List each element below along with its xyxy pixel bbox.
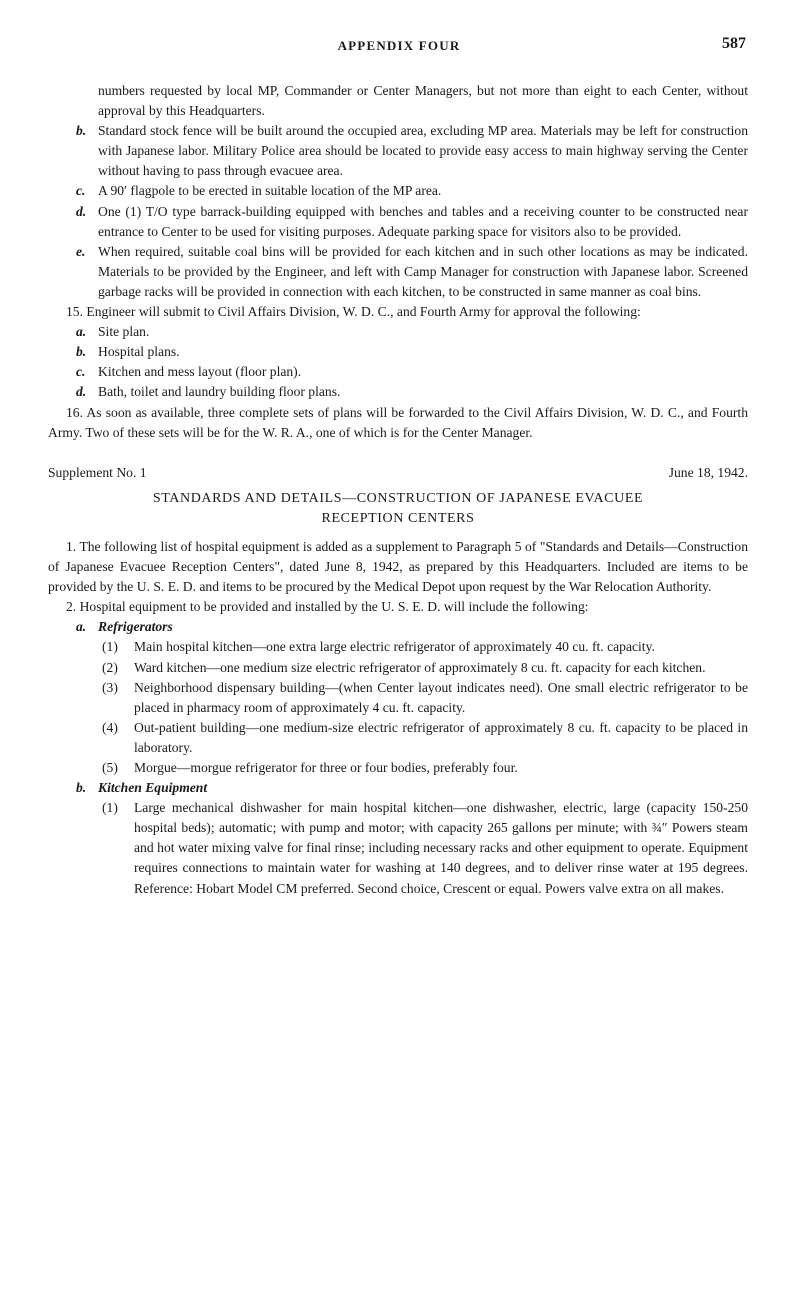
supplement-paragraph-1: 1. The following list of hospital equipment is added as a supplement to Paragraph 5 of "Standards and Details—Construction of Japanese Evacuee Reception Centers", dated June 8, 1942, as prepared by this Headquarters. Included are items to be provided by the U. S. E. D. and items to be procured by the Medical Depot upon request by the War Relocation Authority. xyxy=(48,538,748,595)
list-item xyxy=(48,637,748,657)
list-item xyxy=(48,242,748,302)
subsection-title: Refrigerators xyxy=(98,619,173,635)
list-item xyxy=(48,322,748,342)
item-text: Main hospital kitchen—one extra large electric refrigerator of approximately 40 cu. ft. capacity. xyxy=(134,639,655,655)
item-text: Bath, toilet and laundry building floor plans. xyxy=(98,384,341,400)
subsection-label: b. xyxy=(76,780,87,796)
subsection-heading-b xyxy=(48,778,748,798)
list-item xyxy=(48,798,748,898)
item-label: a. xyxy=(76,324,87,340)
item-label: c. xyxy=(76,364,86,380)
supplement-label: Supplement No. 1 xyxy=(48,464,147,480)
list-item xyxy=(48,678,748,718)
running-head: APPENDIX FOUR xyxy=(337,38,461,53)
item-text: Neighborhood dispensary building—(when Center layout indicates need). One small electric refrigerator to be placed in pharmacy room of approximately 4 cu. ft. capacity. xyxy=(134,679,748,715)
item-label: (1) xyxy=(102,800,118,816)
item-text: Site plan. xyxy=(98,324,150,340)
item-label: d. xyxy=(76,203,87,219)
item-label: b. xyxy=(76,123,87,139)
supplement-paragraph-2: 2. Hospital equipment to be provided and installed by the U. S. E. D. will include the following: xyxy=(66,599,589,615)
list-item xyxy=(48,202,748,242)
supplement-date: June 18, 1942. xyxy=(668,464,748,480)
item-text: When required, suitable coal bins will be provided for each kitchen and in such other locations as may be indicated. Materials to be provided by the Engineer, and left with Camp Manager for construction with Japanese labor. Screened garbage racks will be provided in connection with each kitchen, to be constructed in same manner as coal bins. xyxy=(98,243,748,299)
item-text: Large mechanical dishwasher for main hospital kitchen—one dishwasher, electric, large (capacity 150-250 hospital beds); automatic; with pump and motor; with capacity 265 gallons per minute; with ¾″ Powers steam and hot water mixing valve for final rinse; including necessary racks and other equipment to operate. Equipment requires connections to maintain water for washing at 140 degrees, and to deliver rinse water at 195 degrees. Reference: Hobart Model CM preferred. Second choice, Crescent or equal. Powers valve extra on all makes. xyxy=(134,800,748,896)
item-label: (3) xyxy=(102,679,118,695)
page-header xyxy=(48,36,750,56)
item-text: Ward kitchen—one medium size electric refrigerator of approximately 8 cu. ft. capacity for each kitchen. xyxy=(134,659,706,675)
supplement-line xyxy=(48,463,748,483)
list-item xyxy=(48,121,748,181)
list-item xyxy=(48,758,748,778)
item-label: c. xyxy=(76,183,86,199)
list-item xyxy=(48,718,748,758)
section-title xyxy=(48,489,748,529)
list-item xyxy=(48,362,748,382)
item-text: Morgue—morgue refrigerator for three or four bodies, preferably four. xyxy=(134,760,518,775)
subsection-label: a. xyxy=(76,619,87,635)
item-label: e. xyxy=(76,243,86,259)
paragraph-16: 16. As soon as available, three complete sets of plans will be forwarded to the Civil Affairs Division, W. D. C., and Fourth Army. Two of these sets will be for the W. R. A., one of which is for the Center Manager. xyxy=(48,404,748,440)
item-text: A 90′ flagpole to be erected in suitable location of the MP area. xyxy=(98,183,442,199)
title-line-2: RECEPTION CENTERS xyxy=(321,510,475,526)
item-text: One (1) T/O type barrack-building equipped with benches and tables and a receiving counter to be constructed near entrance to Center to be used for visiting purposes. Adequate parking space for visitors also to be provided. xyxy=(98,203,748,239)
list-item xyxy=(48,658,748,678)
item-label: (4) xyxy=(102,719,118,735)
page-number: 587 xyxy=(722,35,746,52)
item-text: Out-patient building—one medium-size electric refrigerator of approximately 8 cu. ft. capacity to be placed in laboratory. xyxy=(134,719,748,755)
subsection-heading-a xyxy=(48,617,748,637)
continued-paragraph: numbers requested by local MP, Commander or Center Managers, but not more than eight to each Center, without approval by this Headquarters. xyxy=(98,83,748,119)
item-label: (1) xyxy=(102,639,118,655)
list-item xyxy=(48,382,748,402)
document-body xyxy=(48,81,748,899)
item-text: Hospital plans. xyxy=(98,344,180,360)
item-label: b. xyxy=(76,344,87,360)
item-text: Kitchen and mess layout (floor plan). xyxy=(98,364,302,380)
item-label: (5) xyxy=(102,760,118,775)
paragraph-15: 15. Engineer will submit to Civil Affairs Division, W. D. C., and Fourth Army for approval the following: xyxy=(66,304,641,320)
item-label: d. xyxy=(76,384,87,400)
list-item xyxy=(48,342,748,362)
item-label: (2) xyxy=(102,659,118,675)
list-item xyxy=(48,181,748,201)
subsection-title: Kitchen Equipment xyxy=(98,780,208,796)
title-line-1: STANDARDS AND DETAILS—CONSTRUCTION OF JAPANESE EVACUEE xyxy=(152,490,644,506)
item-text: Standard stock fence will be built around the occupied area, excluding MP area. Materials may be left for construction with Japanese labor. Military Police area should be located to provide easy access to main highway serving the Center without having to pass through evacuee area. xyxy=(98,123,748,179)
